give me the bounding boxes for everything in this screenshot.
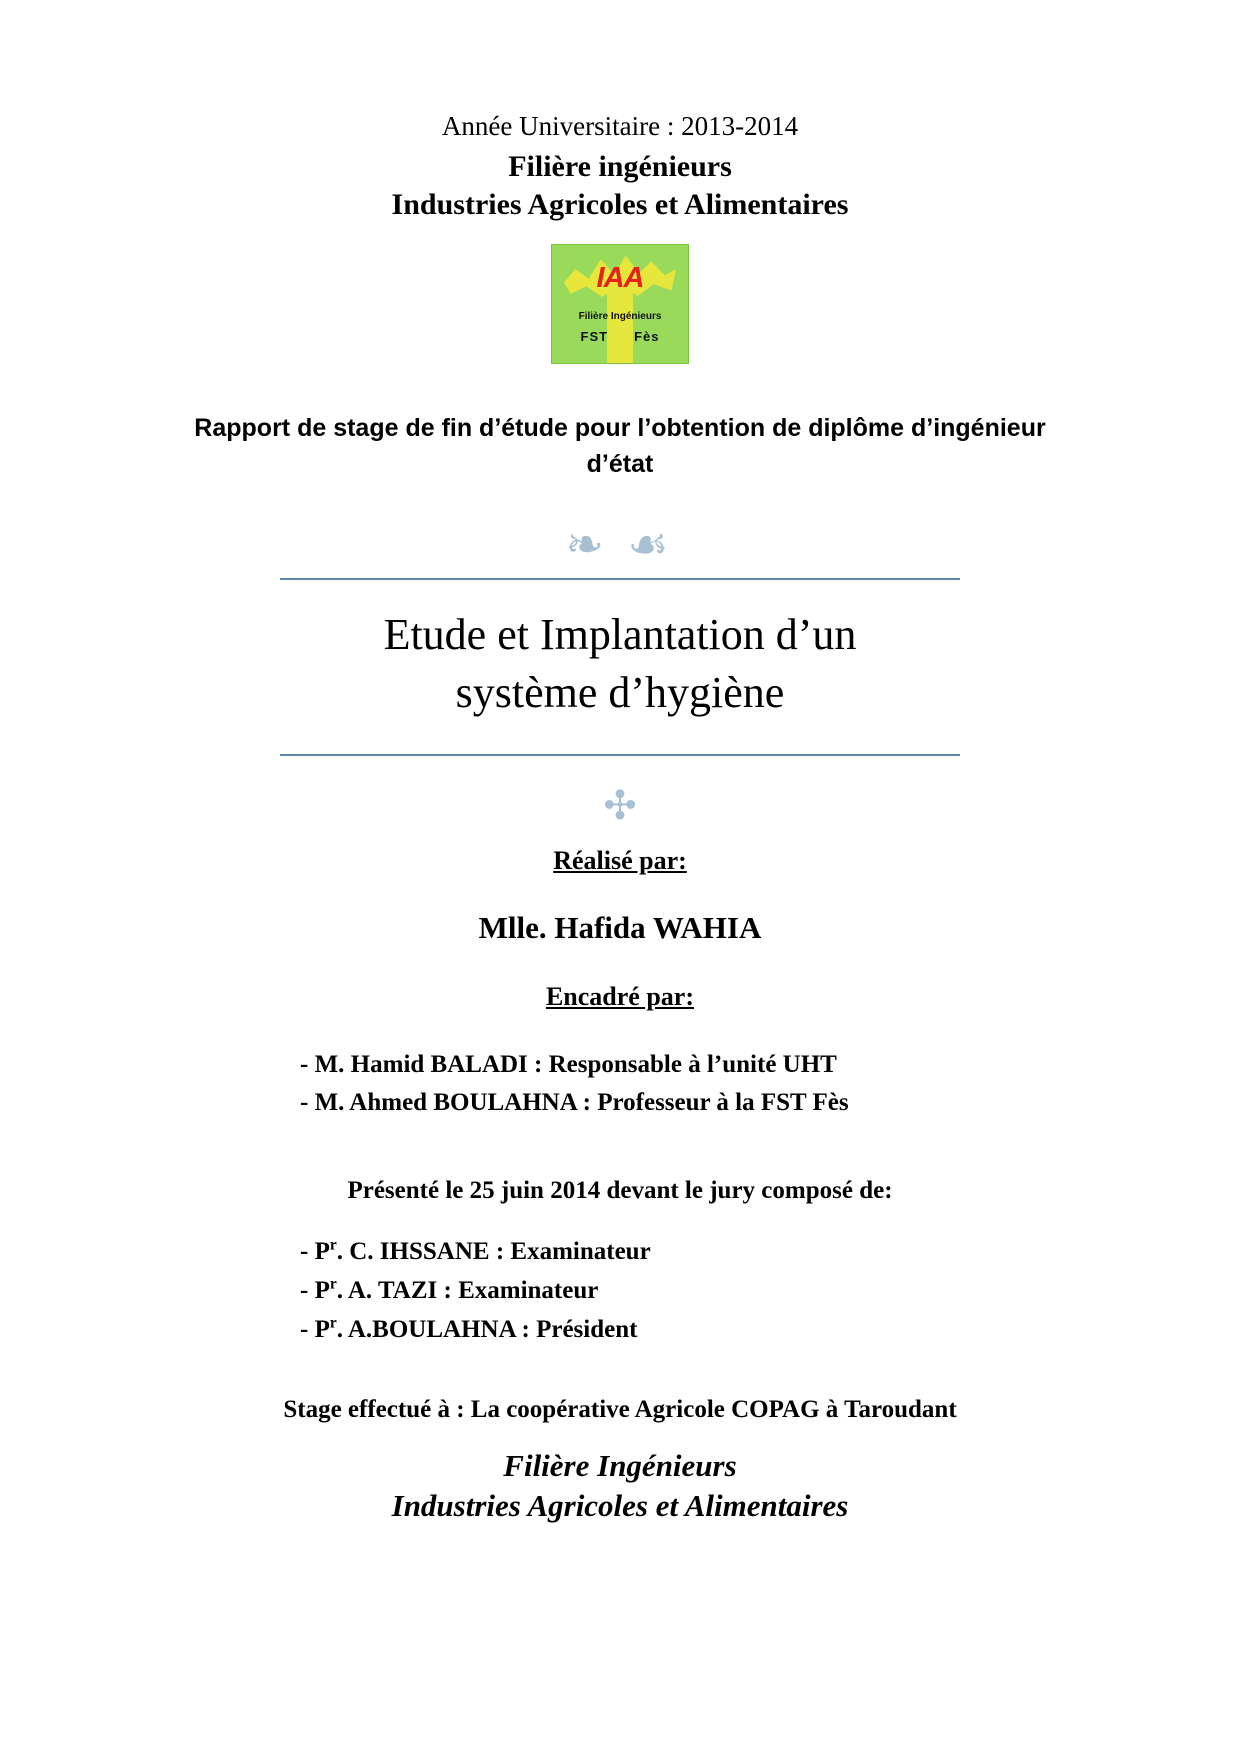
- defense-date-line: Présenté le 25 juin 2014 devant le jury composé de:: [347, 1177, 893, 1205]
- jury-prefix: - P: [300, 1277, 330, 1305]
- author-name: Mlle. Hafida WAHIA: [478, 910, 762, 946]
- jury-text: . C. IHSSANE : Examinateur: [336, 1238, 651, 1266]
- logo-caption-line2: [552, 329, 688, 344]
- list-item: [300, 1233, 970, 1272]
- jury-superscript: r: [329, 1275, 337, 1293]
- logo-caption-fes: Fès: [634, 328, 660, 344]
- title-rule-bottom: [280, 754, 960, 756]
- footer-program: [392, 1448, 849, 1524]
- report-title: [280, 580, 960, 744]
- list-item: - M. Ahmed BOULAHNA : Professeur à la FST Fès: [300, 1088, 849, 1116]
- report-title-line1: Etude et Implantation d’un: [383, 610, 857, 660]
- footer-program-line1: Filière Ingénieurs: [503, 1447, 737, 1483]
- jury-prefix: - P: [300, 1315, 330, 1343]
- jury-prefix: - P: [300, 1238, 330, 1266]
- jury-superscript: r: [329, 1237, 337, 1255]
- iaa-logo: [551, 244, 689, 364]
- jury-text: . A. TAZI : Examinateur: [336, 1277, 599, 1305]
- internship-location-line: Stage effectué à : La coopérative Agricole COPAG à Taroudant: [283, 1395, 957, 1423]
- report-subtitle: Rapport de stage de fin d’étude pour l’obtention de diplôme d’ingénieur d’état: [194, 413, 1046, 478]
- encadre-par-label: Encadré par:: [545, 982, 695, 1012]
- list-item: [300, 1272, 970, 1311]
- program-title-line1: Filière ingénieurs: [508, 149, 732, 183]
- jury-text: . A.BOULAHNA : Président: [336, 1315, 638, 1343]
- floral-ornament-icon: ❧ ☙: [565, 519, 675, 571]
- flourish-ornament-icon: ✣: [603, 783, 637, 829]
- academic-year: Année Universitaire : 2013-2014: [441, 111, 799, 141]
- logo-caption-line1: Filière Ingénieurs: [578, 310, 662, 322]
- program-title-line2: Industries Agricoles et Alimentaires: [391, 187, 849, 221]
- logo-acronym-text: IAA: [596, 261, 644, 294]
- list-item: - M. Hamid BALADI : Responsable à l’unité UHT: [300, 1051, 837, 1079]
- supervisors-list: [270, 1046, 970, 1121]
- footer-program-line2: Industries Agricoles et Alimentaires: [391, 1487, 849, 1523]
- jury-superscript: r: [329, 1314, 337, 1332]
- report-title-line2: système d’hygiène: [455, 668, 785, 718]
- jury-list: [270, 1233, 970, 1349]
- logo-caption-fst: FST: [580, 328, 609, 344]
- realise-par-label: Réalisé par:: [553, 846, 687, 876]
- list-item: [300, 1311, 970, 1350]
